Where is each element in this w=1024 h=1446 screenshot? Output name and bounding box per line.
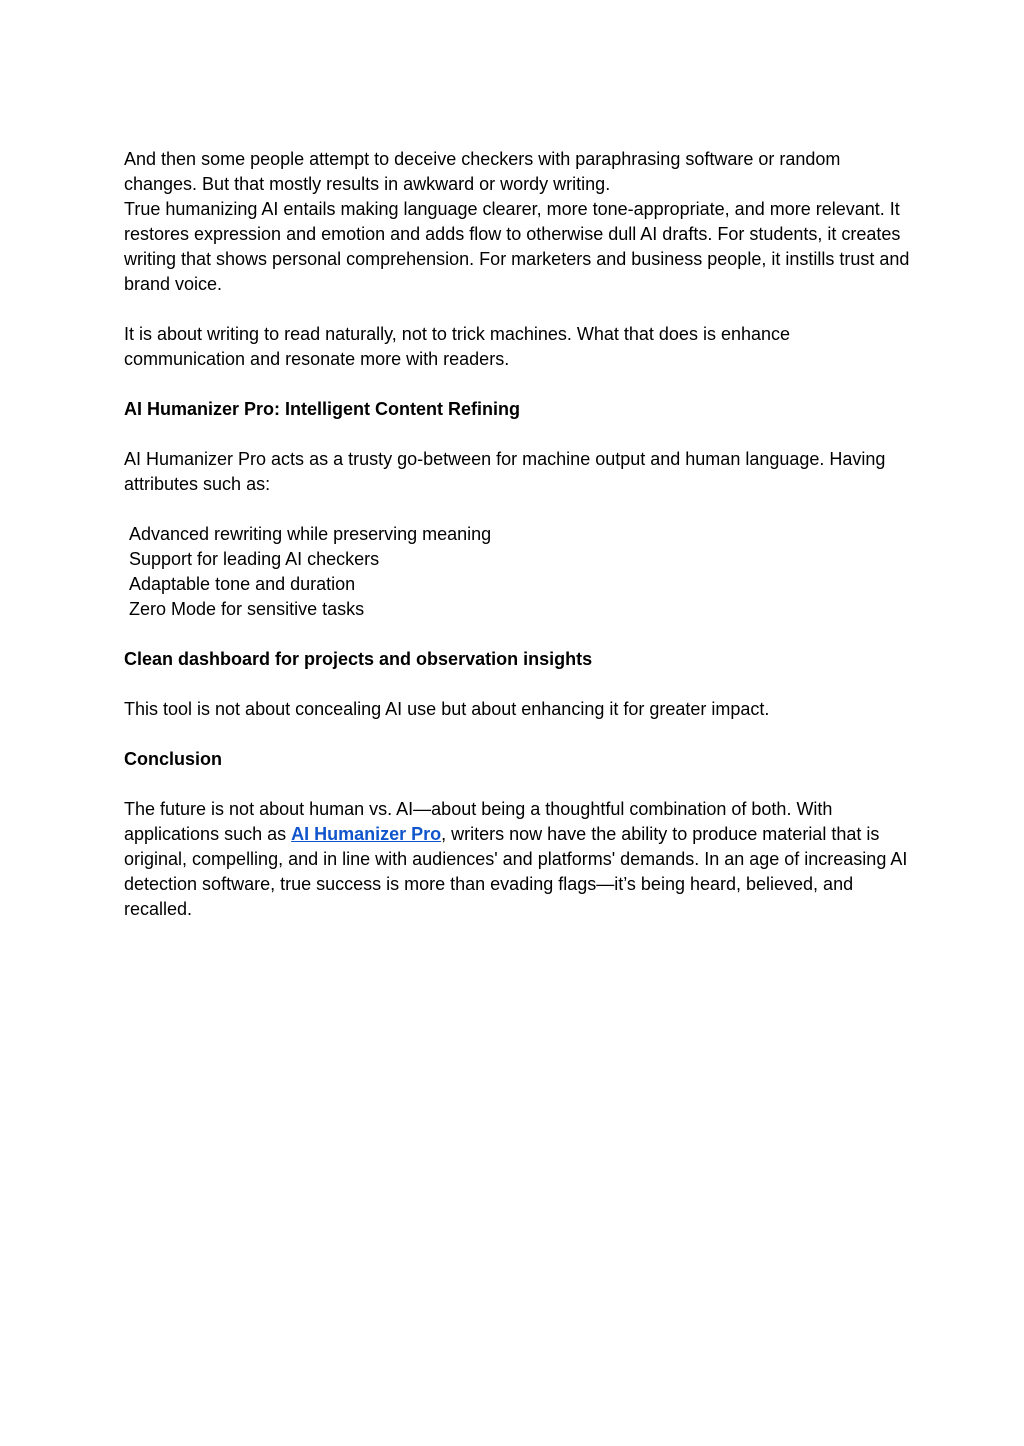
intro-paragraph-2: True humanizing AI entails making language clearer, more tone-appropriate, and more relevant. It restores expression and emotion and adds flow to otherwise dull AI drafts. For students, it creates writing that shows personal comprehension. For marketers and business people, it instills trust and brand voice. bbox=[124, 199, 910, 294]
feature-item: Advanced rewriting while preserving meaning bbox=[129, 524, 492, 544]
conclusion-heading: Conclusion bbox=[124, 749, 222, 769]
paragraph-gap bbox=[124, 672, 914, 697]
paragraph-gap bbox=[124, 372, 914, 397]
feature-item: Zero Mode for sensitive tasks bbox=[129, 599, 365, 619]
paragraph-gap bbox=[124, 497, 914, 522]
paragraph-gap bbox=[124, 772, 914, 797]
feature-list bbox=[124, 522, 914, 622]
conclusion-paragraph bbox=[124, 797, 914, 922]
section-paragraph-tool: This tool is not about concealing AI use but about enhancing it for greater impact. bbox=[124, 699, 770, 719]
document-page bbox=[124, 147, 914, 922]
ai-humanizer-pro-link[interactable]: AI Humanizer Pro bbox=[291, 824, 442, 844]
section-paragraph-attributes: AI Humanizer Pro acts as a trusty go-between for machine output and human language. Having attributes such as: bbox=[124, 449, 886, 494]
feature-item: Support for leading AI checkers bbox=[129, 549, 380, 569]
feature-item: Adaptable tone and duration bbox=[129, 574, 356, 594]
conclusion-text-after-link: , writers now have the ability to produce material that is original, compelling, and in line with audiences' and platforms' demands. In an age of increasing AI detection software, true success is more than evading flags—it’s being heard, believed, and recalled. bbox=[124, 824, 908, 919]
paragraph-gap bbox=[124, 722, 914, 747]
section-heading-ai-humanizer: AI Humanizer Pro: Intelligent Content Refining bbox=[124, 399, 520, 419]
intro-paragraph-1: And then some people attempt to deceive checkers with paraphrasing software or random changes. But that mostly results in awkward or wordy writing. bbox=[124, 149, 841, 194]
intro-paragraph-3: It is about writing to read naturally, not to trick machines. What that does is enhance communication and resonate more with readers. bbox=[124, 324, 791, 369]
section-heading-dashboard: Clean dashboard for projects and observation insights bbox=[124, 649, 593, 669]
paragraph-gap bbox=[124, 297, 914, 322]
paragraph-gap bbox=[124, 622, 914, 647]
paragraph-gap bbox=[124, 422, 914, 447]
conclusion-text-before-link: The future is not about human vs. AI—about being a thoughtful combination of both. With applications such as bbox=[124, 799, 833, 844]
